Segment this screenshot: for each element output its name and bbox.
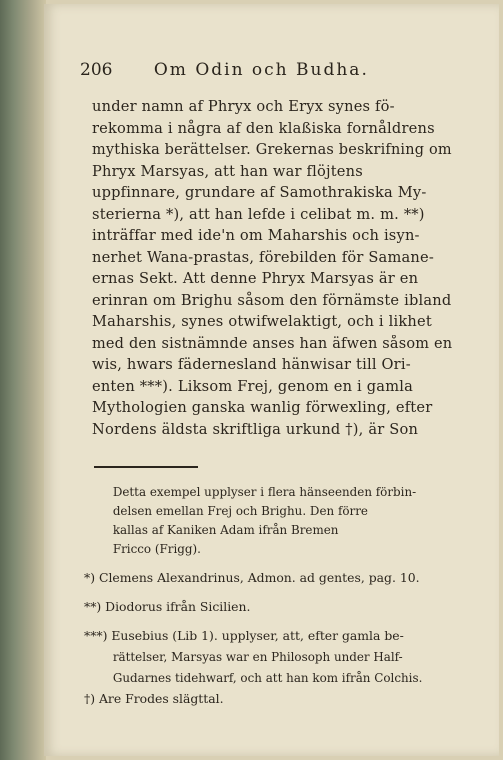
body-line: Nordens äldsta skriftliga urkund †), är Son <box>92 420 419 438</box>
footnote-continuation-line: Fricco (Frigg). <box>112 541 201 556</box>
footnote-continuation-line: kallas af Kaniken Adam ifrån Bremen <box>112 522 339 537</box>
footnotes <box>84 482 464 708</box>
footnote-continuation-line: delsen emellan Frej och Brighu. Den förre <box>112 503 368 518</box>
page-number: 206 <box>80 60 113 80</box>
body-line: Phryx Marsyas, att han war flöjtens <box>92 162 363 180</box>
body-line: wis, hwars fädernesland hänwisar till Ori- <box>92 356 411 373</box>
page-header <box>80 60 460 80</box>
footnote-3-line: Gudarnes tidehwarf, och att han kom ifrån Colchis. <box>112 670 423 685</box>
body-line: mythiska berättelser. Grekernas beskrifning om <box>92 141 452 158</box>
body-text <box>92 96 452 440</box>
footnote-continuation-line: Detta exempel upplyser i flera hänseenden förbin- <box>112 484 417 499</box>
body-line: erinran om Brighu såsom den förnämste ibland <box>92 291 452 309</box>
footnote-rule <box>94 466 198 468</box>
book-edge <box>0 0 46 760</box>
body-line: enten ***). Liksom Frej, genom en i gamla <box>92 377 414 395</box>
footnote-3-line: ***) Eusebius (Lib 1). upplyser, att, efter gamla be- <box>84 628 404 643</box>
footnote-4: †) Are Frodes slägttal. <box>84 691 224 706</box>
body-line: inträffar med ide'n om Maharshis och isyn- <box>92 227 420 244</box>
running-title: Om Odin och Budha. <box>153 60 369 80</box>
body-line: Maharshis, synes otwifwelaktigt, och i likhet <box>92 313 432 330</box>
body-line: nerhet Wana-prastas, förebilden för Samane- <box>92 248 434 266</box>
body-line: uppfinnare, grundare af Samothrakiska My- <box>92 184 427 201</box>
footnote-3-line: rättelser, Marsyas war en Philosoph under Half- <box>112 649 403 664</box>
body-line: med den sistnämnde anses han äfwen såsom en <box>92 334 453 352</box>
body-line: Mythologien ganska wanlig förwexling, efter <box>92 399 433 416</box>
body-line: under namn af Phryx och Eryx synes fö- <box>92 98 395 115</box>
footnote-2: **) Diodorus ifrån Sicilien. <box>84 599 251 614</box>
body-line: rekomma i några af den klaßiska fornåldrens <box>92 119 435 137</box>
footnote-1: *) Clemens Alexandrinus, Admon. ad gentes, pag. 10. <box>84 570 420 585</box>
body-line: ernas Sekt. Att denne Phryx Marsyas är en <box>92 270 419 287</box>
body-line: sterierna *), att han lefde i celibat m. m. **) <box>92 205 425 223</box>
